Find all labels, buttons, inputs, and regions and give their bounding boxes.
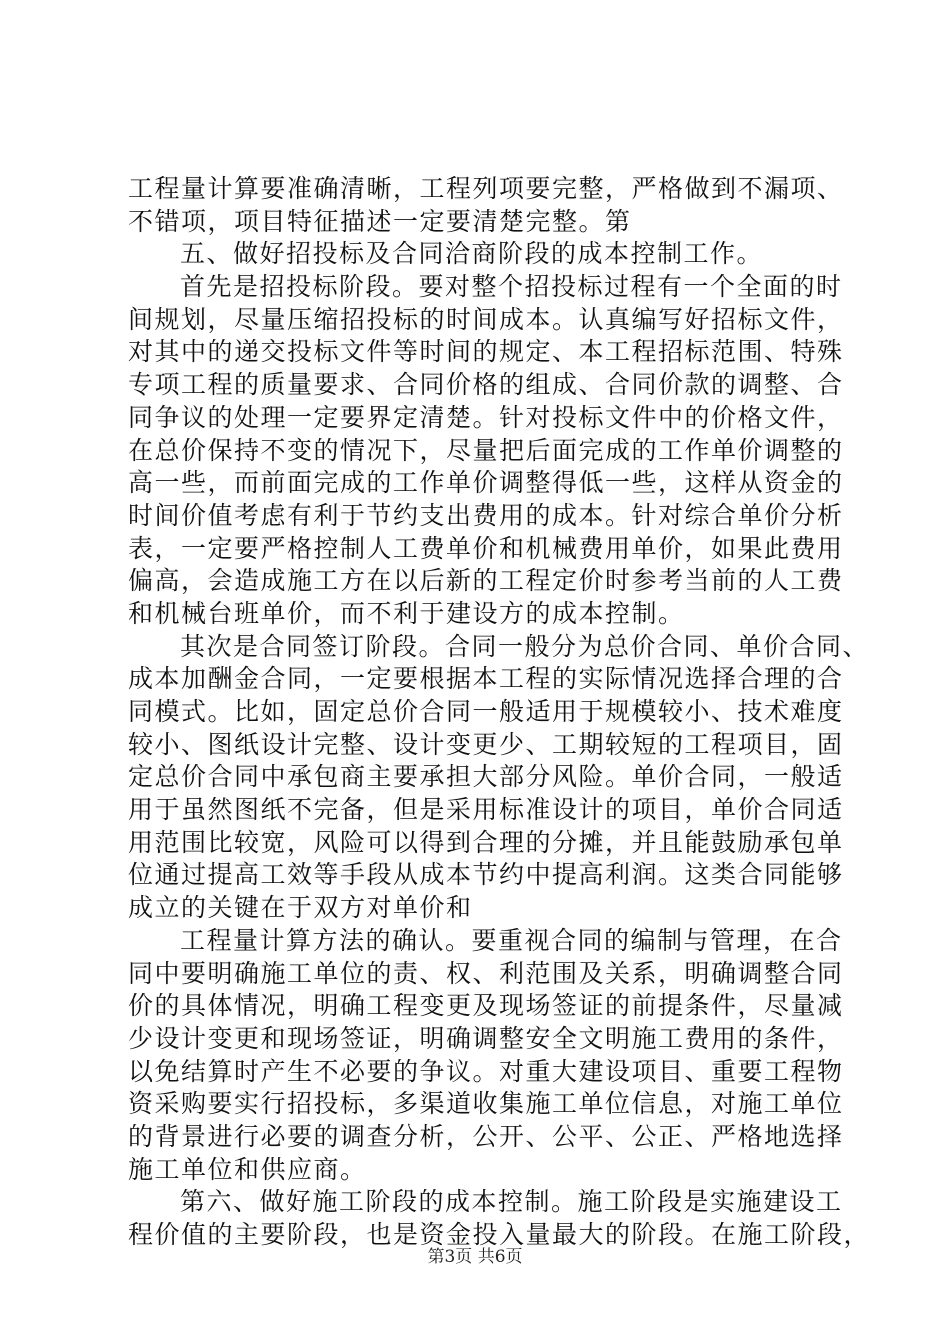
text-line: 偏高，会造成施工方在以后新的工程定价时参考当前的人工费 [128,566,844,596]
text-line: 定总价合同中承包商主要承担大部分风险。单价合同，一般适 [128,762,844,792]
text-line: 成本加酬金合同，一定要根据本工程的实际情况选择合理的合 [128,664,844,694]
text-line: 不错项，项目特征描述一定要清楚完整。第 [128,206,632,236]
text-line: 表，一定要严格控制人工费单价和机械费用单价，如果此费用 [128,533,844,563]
text-line: 同模式。比如，固定总价合同一般适用于规模较小、技术难度 [128,697,844,726]
text-line: 其次是合同签订阶段。合同一般分为总价合同、单价合同、 [180,631,870,661]
text-line: 同争议的处理一定要界定清楚。针对投标文件中的价格文件， [128,402,844,432]
text-line: 工程量计算方法的确认。要重视合同的编制与管理，在合 [180,925,843,955]
text-line: 以免结算时产生不必要的争议。对重大建设项目、重要工程物 [128,1056,844,1086]
page-footer: 第3页 共6页 [427,1247,523,1267]
text-line: 对其中的递交投标文件等时间的规定、本工程招标范围、特殊 [128,337,844,367]
text-line: 首先是招投标阶段。要对整个招投标过程有一个全面的时 [180,272,843,302]
text-line: 的背景进行必要的调查分析，公开、公平、公正、严格地选择 [128,1121,844,1151]
body-text [128,173,871,1252]
text-line: 成立的关键在于双方对单价和 [128,893,473,923]
text-line: 程价值的主要阶段，也是资金投入量最大的阶段。在施工阶段， [128,1220,871,1249]
text-line: 专项工程的质量要求、合同价格的组成、合同价款的调整、合 [128,370,844,400]
text-line: 间规划，尽量压缩招投标的时间成本。认真编写好招标文件， [128,304,844,334]
text-line: 第六、做好施工阶段的成本控制。施工阶段是实施建设工 [180,1187,843,1217]
text-line: 较小、图纸设计完整、设计变更少、工期较短的工程项目，固 [128,729,844,759]
text-line: 资采购要实行招投标，多渠道收集施工单位信息，对施工单位 [128,1089,844,1119]
text-line: 用于虽然图纸不完备，但是采用标准设计的项目，单价合同适 [128,795,844,825]
text-line: 高一些，而前面完成的工作单价调整得低一些，这样从资金的 [128,468,844,498]
text-line: 价的具体情况，明确工程变更及现场签证的前提条件，尽量减 [128,991,844,1021]
text-line: 同中要明确施工单位的责、权、利范围及关系，明确调整合同 [128,958,844,988]
text-line: 五、做好招投标及合同洽商阶段的成本控制工作。 [180,239,764,269]
text-line: 用范围比较宽，风险可以得到合理的分摊，并且能鼓励承包单 [128,827,844,857]
text-line: 在总价保持不变的情况下，尽量把后面完成的工作单价调整的 [128,435,844,465]
text-line: 施工单位和供应商。 [128,1154,367,1184]
text-line: 位通过提高工效等手段从成本节约中提高利润。这类合同能够 [128,860,844,890]
text-line: 少设计变更和现场签证，明确调整安全文明施工费用的条件， [128,1023,844,1053]
text-line: 工程量计算要准确清晰，工程列项要完整，严格做到不漏项、 [128,174,844,203]
text-line: 和机械台班单价，而不利于建设方的成本控制。 [128,598,685,628]
text-line: 时间价值考虑有利于节约支出费用的成本。针对综合单价分析 [128,500,844,530]
